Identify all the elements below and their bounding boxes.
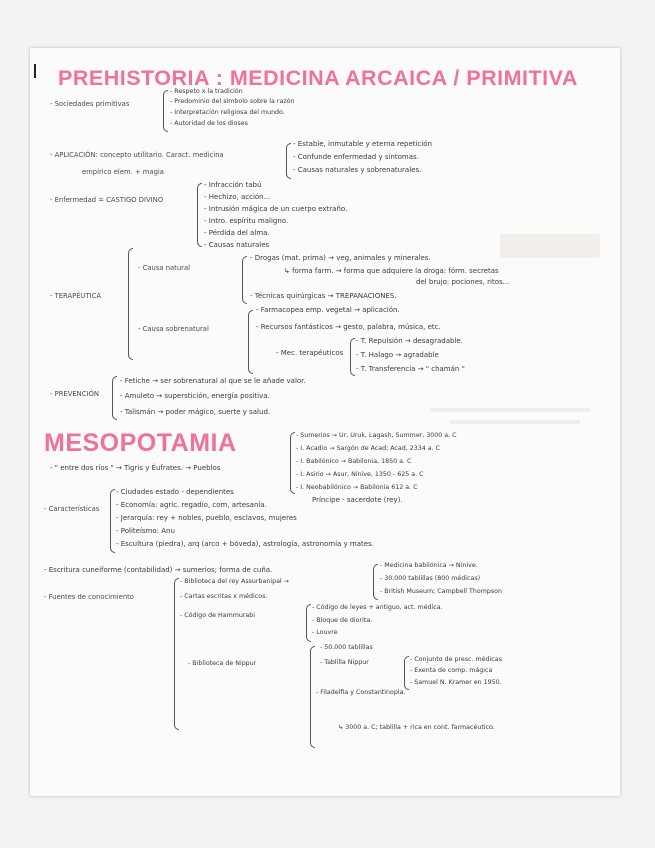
list-item: - Respeto x la tradición — [170, 88, 243, 95]
list-item: - Conjunto de presc. médicas — [410, 656, 502, 663]
list-item: - Fetiche → ser sobrenatural al que se le añade valor. — [120, 377, 306, 385]
list-item: - Jerarquía: rey + nobles, pueblo, esclavos, mujeres — [116, 514, 297, 522]
list-item: - Tablilla Nippur — [320, 659, 369, 666]
list-item: - Medicina babilónica → Nínive. — [380, 562, 478, 569]
list-item: del brujo: pociones, ritos... — [416, 278, 510, 286]
tablilla-note: ↳ 3000 a. C; tablilla + rica en cont. farmacéutico. — [338, 724, 495, 731]
list-item: - Código de Hammurabi — [180, 612, 256, 619]
list-item: - Ciudades estado - dependientes — [116, 488, 234, 496]
bleed-through-decoration — [450, 420, 580, 424]
brace — [286, 143, 291, 179]
list-item: - Confunde enfermedad y síntomas. — [293, 153, 419, 161]
list-item: - Recursos fantásticos → gesto, palabra, música, etc. — [256, 323, 441, 331]
brace — [128, 248, 133, 360]
brace — [163, 90, 168, 132]
brace — [112, 376, 117, 420]
brace — [197, 183, 202, 247]
brace — [310, 646, 315, 748]
fuentes-label: - Fuentes de conocimiento — [44, 593, 134, 601]
bleed-through-decoration — [430, 408, 590, 412]
list-item: - Predominio del símbolo sobre la razón — [170, 98, 295, 105]
terapeutica-label: - TERAPÉUTICA — [50, 292, 102, 300]
list-item: - Autoridad de los dioses — [170, 120, 248, 127]
brace — [290, 432, 295, 494]
list-item: - I. Acadio → Sargón de Acad; Acad, 2334 a. C — [296, 445, 441, 452]
causa-natural-label: - Causa natural — [138, 264, 190, 272]
list-item: - Cartas escritas x médicos. — [180, 593, 268, 600]
list-item: ↳ forma farm. → forma que adquiere la droga: fórm. secretas — [284, 267, 499, 275]
list-item: - Biblioteca de Nippur — [188, 660, 257, 667]
brace — [242, 256, 247, 304]
list-item: - Sumerios → Ur, Uruk, Lagash, Summer, 3000 a. C — [296, 432, 457, 439]
list-item: - Estable, inmutable y eterna repetición — [293, 140, 433, 148]
list-item: - Interpretación religiosa del mundo. — [170, 109, 285, 116]
list-item: - Louvre — [312, 629, 338, 636]
list-item: - Economía: agric. regadío, com, artesanía. — [116, 501, 267, 509]
list-item: - Causas naturales y sobrenaturales. — [293, 166, 422, 174]
list-item: - T. Halago → agradable — [356, 351, 439, 359]
list-item: - Drogas (mat. prima) → veg, animales y minerales. — [250, 254, 431, 262]
list-item: - Pérdida del alma. — [204, 229, 270, 237]
notebook-page — [30, 48, 620, 796]
list-item: - British Museum; Campbell Thompson — [380, 588, 502, 595]
list-item: - I. Asirio → Asur, Nínive, 1350 - 625 a. C — [296, 471, 424, 478]
list-item: - 50.000 tablillas — [320, 644, 373, 651]
brace — [110, 489, 115, 553]
sociedades-label: - Sociedades primitivas — [50, 100, 130, 108]
list-item: - Amuleto → superstición, energía positiva. — [120, 392, 270, 400]
list-item: - Código de leyes + antiguo, act. médica. — [312, 604, 443, 611]
mec-terapeuticos-label: - Mec. terapéuticos — [276, 349, 344, 357]
bleed-through-decoration — [500, 234, 600, 258]
brace — [404, 656, 409, 690]
page-title: PREHISTORIA : MEDICINA ARCAICA / PRIMITIVA — [58, 66, 578, 90]
principe-note: Príncipe - sacerdote (rey). — [312, 496, 403, 504]
causa-sobrenatural-label: - Causa sobrenatural — [138, 325, 209, 333]
list-item: - Infracción tabú — [204, 181, 262, 189]
list-item: - Causas naturales — [204, 241, 270, 249]
prevencion-label: - PREVENCIÓN — [50, 390, 99, 398]
brace — [174, 578, 179, 730]
list-item: - T. Repulsión → desagradable. — [356, 337, 463, 345]
section-title: MESOPOTAMIA — [44, 429, 237, 457]
brace — [306, 604, 311, 642]
list-item: - Técnicas quirúrgicas → TREPANACIONES. — [250, 292, 397, 300]
brace — [350, 338, 355, 376]
list-item: - Samuel N. Kramer en 1950. — [410, 679, 502, 686]
list-item: - Biblioteca del rey Assurbanipal → — [180, 578, 289, 585]
list-item: - I. Neobabilónico → Babilonia 612 a. C — [296, 484, 418, 491]
list-item: - Talismán → poder mágico, suerte y salud. — [120, 408, 271, 416]
list-item: - Politeísmo: Anu — [116, 527, 175, 535]
list-item: - Exenta de comp. mágica — [410, 667, 493, 674]
list-item: - I. Babilónico → Babilonia, 1850 a. C — [296, 458, 412, 465]
pen-mark — [34, 64, 36, 78]
brace — [373, 564, 378, 600]
list-item: - T. Transferencia → " chamán " — [356, 365, 465, 373]
list-item: - Bloque de diorita. — [312, 617, 373, 624]
aplicacion-label: - APLICACIÓN: concepto utilitario. Caract. medicina — [50, 151, 224, 159]
caracteristicas-label: - Características — [44, 505, 100, 513]
list-item: - Intrusión mágica de un cuerpo extraño. — [204, 205, 348, 213]
list-item: - Escultura (piedra), arq (arco + bóveda), astrología, astronomía y mates. — [116, 540, 374, 548]
list-item: - Filadelfia y Constantinopla. — [316, 689, 406, 696]
entre-rios-line: - " entre dos ríos " → Tigris y Éufrates. → Pueblos — [50, 464, 221, 472]
list-item: - Intro. espíritu maligno. — [204, 217, 289, 225]
list-item: - 30.000 tablillas (800 médicas) — [380, 575, 481, 582]
list-item: - Farmacopea emp. vegetal → aplicación. — [256, 306, 400, 314]
list-item: - Hechizo, acción... — [204, 193, 271, 201]
brace — [248, 310, 253, 374]
enfermedad-label: - Enfermedad = CASTIGO DIVINO — [50, 196, 164, 204]
aplicacion-sub: empírico elem. + magia — [82, 168, 164, 176]
escritura-line: - Escritura cuneiforme (contabilidad) → sumerios; forma de cuña. — [44, 566, 273, 574]
